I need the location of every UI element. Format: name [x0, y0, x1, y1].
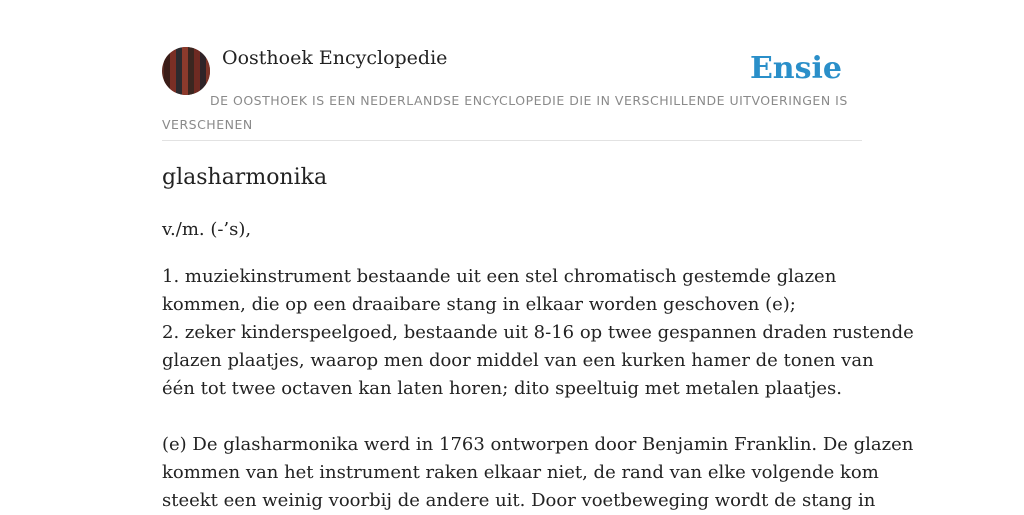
definition-line: kommen, die op een draaibare stang in elkaar worden geschoven (e);	[162, 294, 796, 315]
site-avatar[interactable]	[162, 47, 210, 95]
note-line: (e) De glasharmonika werd in 1763 ontworpen door Benjamin Franklin. De glazen	[162, 434, 914, 455]
definition-line: één tot twee octaven kan laten horen; dito speeltuig met metalen plaatjes.	[162, 378, 843, 399]
definitions	[162, 263, 914, 403]
grammar-info: v./m. (-’s),	[162, 219, 252, 240]
site-name[interactable]: Oosthoek Encyclopedie	[222, 47, 448, 69]
site-tagline: DE OOSTHOEK IS EEN NEDERLANDSE ENCYCLOPEDIE DIE IN VERSCHILLENDE UITVOERINGEN IS VERSCHENEN	[162, 93, 848, 132]
note-line: steekt een weinig voorbij de andere uit. Door voetbeweging wordt de stang in	[162, 490, 876, 511]
definition-line: 2. zeker kinderspeelgoed, bestaande uit 8-16 op twee gespannen draden rustende	[162, 322, 914, 343]
definition-line: 1. muziekinstrument bestaande uit een stel chromatisch gestemde glazen	[162, 266, 837, 287]
brand-logo[interactable]: Ensie	[749, 51, 842, 86]
site-header	[162, 0, 862, 141]
encyclopedia-note	[162, 431, 914, 515]
definition-line: glazen plaatjes, waarop men door middel van een kurken hamer de tonen van	[162, 350, 874, 371]
note-line: kommen van het instrument raken elkaar niet, de rand van elke volgende kom	[162, 462, 879, 483]
entry-title: glasharmonika	[162, 165, 328, 190]
page	[162, 0, 914, 511]
